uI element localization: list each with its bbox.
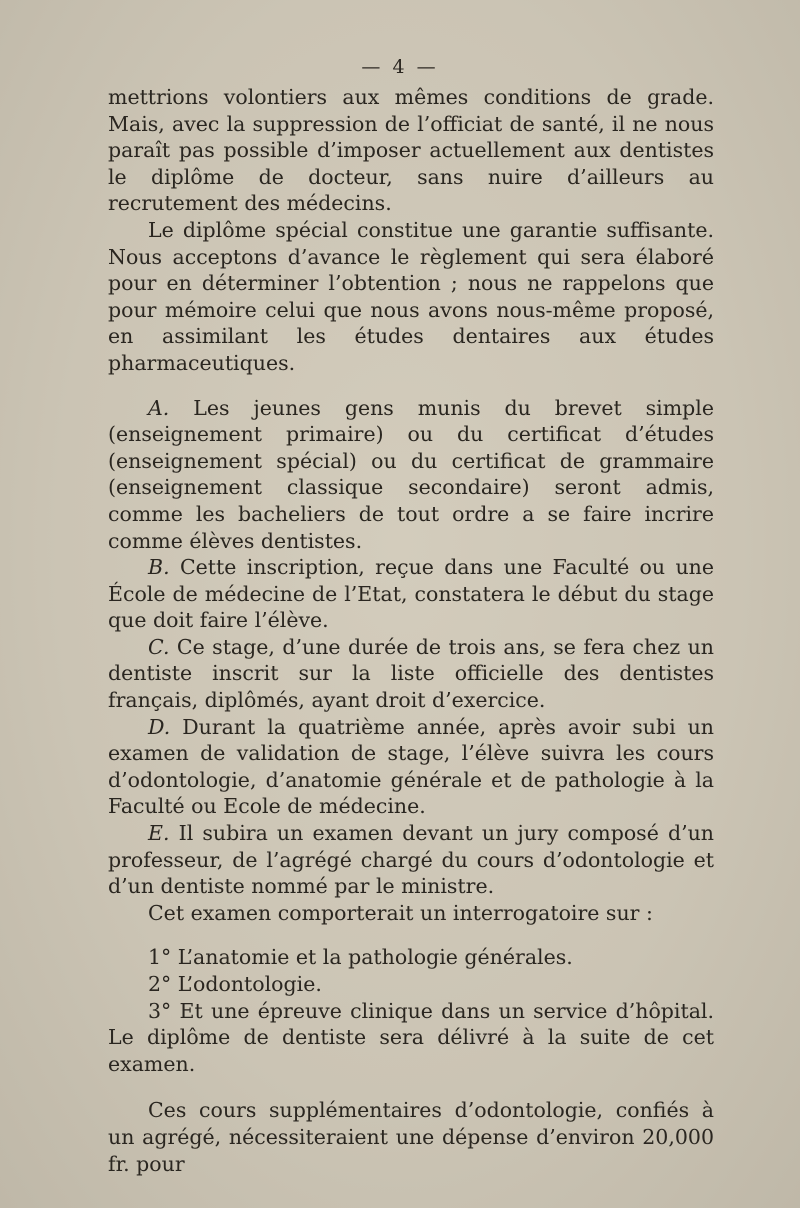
- item-text-d: Durant la quatrième année, après avoir subi un examen de validation de stage, l’élève suivra les cours d’odontologie, d’anatomie générale et de pathologie à la Faculté ou Ecole de médecine.: [108, 714, 714, 819]
- item-text-b: Cette inscription, reçue dans une Faculté ou une École de médecine de l’Etat, constatera le début du stage que doit faire l’élève.: [108, 555, 714, 633]
- item-letter-a: A.: [148, 395, 170, 420]
- exam-subject-3: 3° Et une épreuve clinique dans un service d’hôpital. Le diplôme de dentiste sera délivré à la suite de cet examen.: [108, 998, 714, 1076]
- list-item-a: [108, 395, 714, 555]
- list-item-b: [108, 554, 714, 634]
- paragraph-grade-conditions: mettrions volontiers aux mêmes conditions de grade. Mais, avec la suppression de l’officiat de santé, il ne nous paraît pas possible d’imposer actuellement aux dentistes le diplôme de docteur, sans nuire d’ailleurs au recrutement des médecins.: [108, 85, 714, 216]
- item-text-c: Ce stage, d’une durée de trois ans, se fera chez un dentiste inscrit sur la liste officielle des dentistes français, diplômés, ayant droit d’exercice.: [108, 634, 714, 713]
- exam-subject-1: 1° L’anatomie et la pathologie générales.: [148, 945, 573, 970]
- page-number: — 4 —: [361, 56, 439, 78]
- exam-subject-2: 2° L’odontologie.: [148, 972, 322, 996]
- list-item-d: [108, 714, 714, 820]
- item-letter-e: E.: [148, 821, 170, 846]
- closing-paragraph: Ces cours supplémentaires d’odontologie, confiés à un agrégé, nécessiteraient une dépense d’environ 20,000 fr. pour: [108, 1098, 714, 1176]
- item-text-e: Il subira un examen devant un jury composé d’un professeur, de l’agrégé chargé du cours d’odontologie et d’un dentiste nommé par le ministre.: [108, 821, 714, 899]
- document-body: [108, 84, 714, 1177]
- item-letter-c: C.: [148, 634, 170, 659]
- item-text-a: Les jeunes gens munis du brevet simple (enseignement primaire) ou du certificat d’études (enseignement spécial) ou du certificat de grammaire (enseignement classique secondaire) seront admis, comme les bacheliers de tout ordre a se faire incrire comme élèves dentistes.: [108, 395, 714, 553]
- list-item-c: [108, 634, 714, 714]
- paragraph-special-diploma: Le diplôme spécial constitue une garantie suffisante. Nous acceptons d’avance le règlement qui sera élaboré pour en déterminer l’obtention ; nous ne rappelons que pour mémoire celui que nous avons nous-même proposé, en assimilant les études dentaires aux études pharmaceutiques.: [108, 217, 714, 375]
- item-letter-b: B.: [148, 555, 170, 580]
- list-item-e: [108, 820, 714, 900]
- exam-intro: Cet examen comporterait un interrogatoire sur :: [148, 900, 653, 925]
- item-letter-d: D.: [148, 714, 171, 739]
